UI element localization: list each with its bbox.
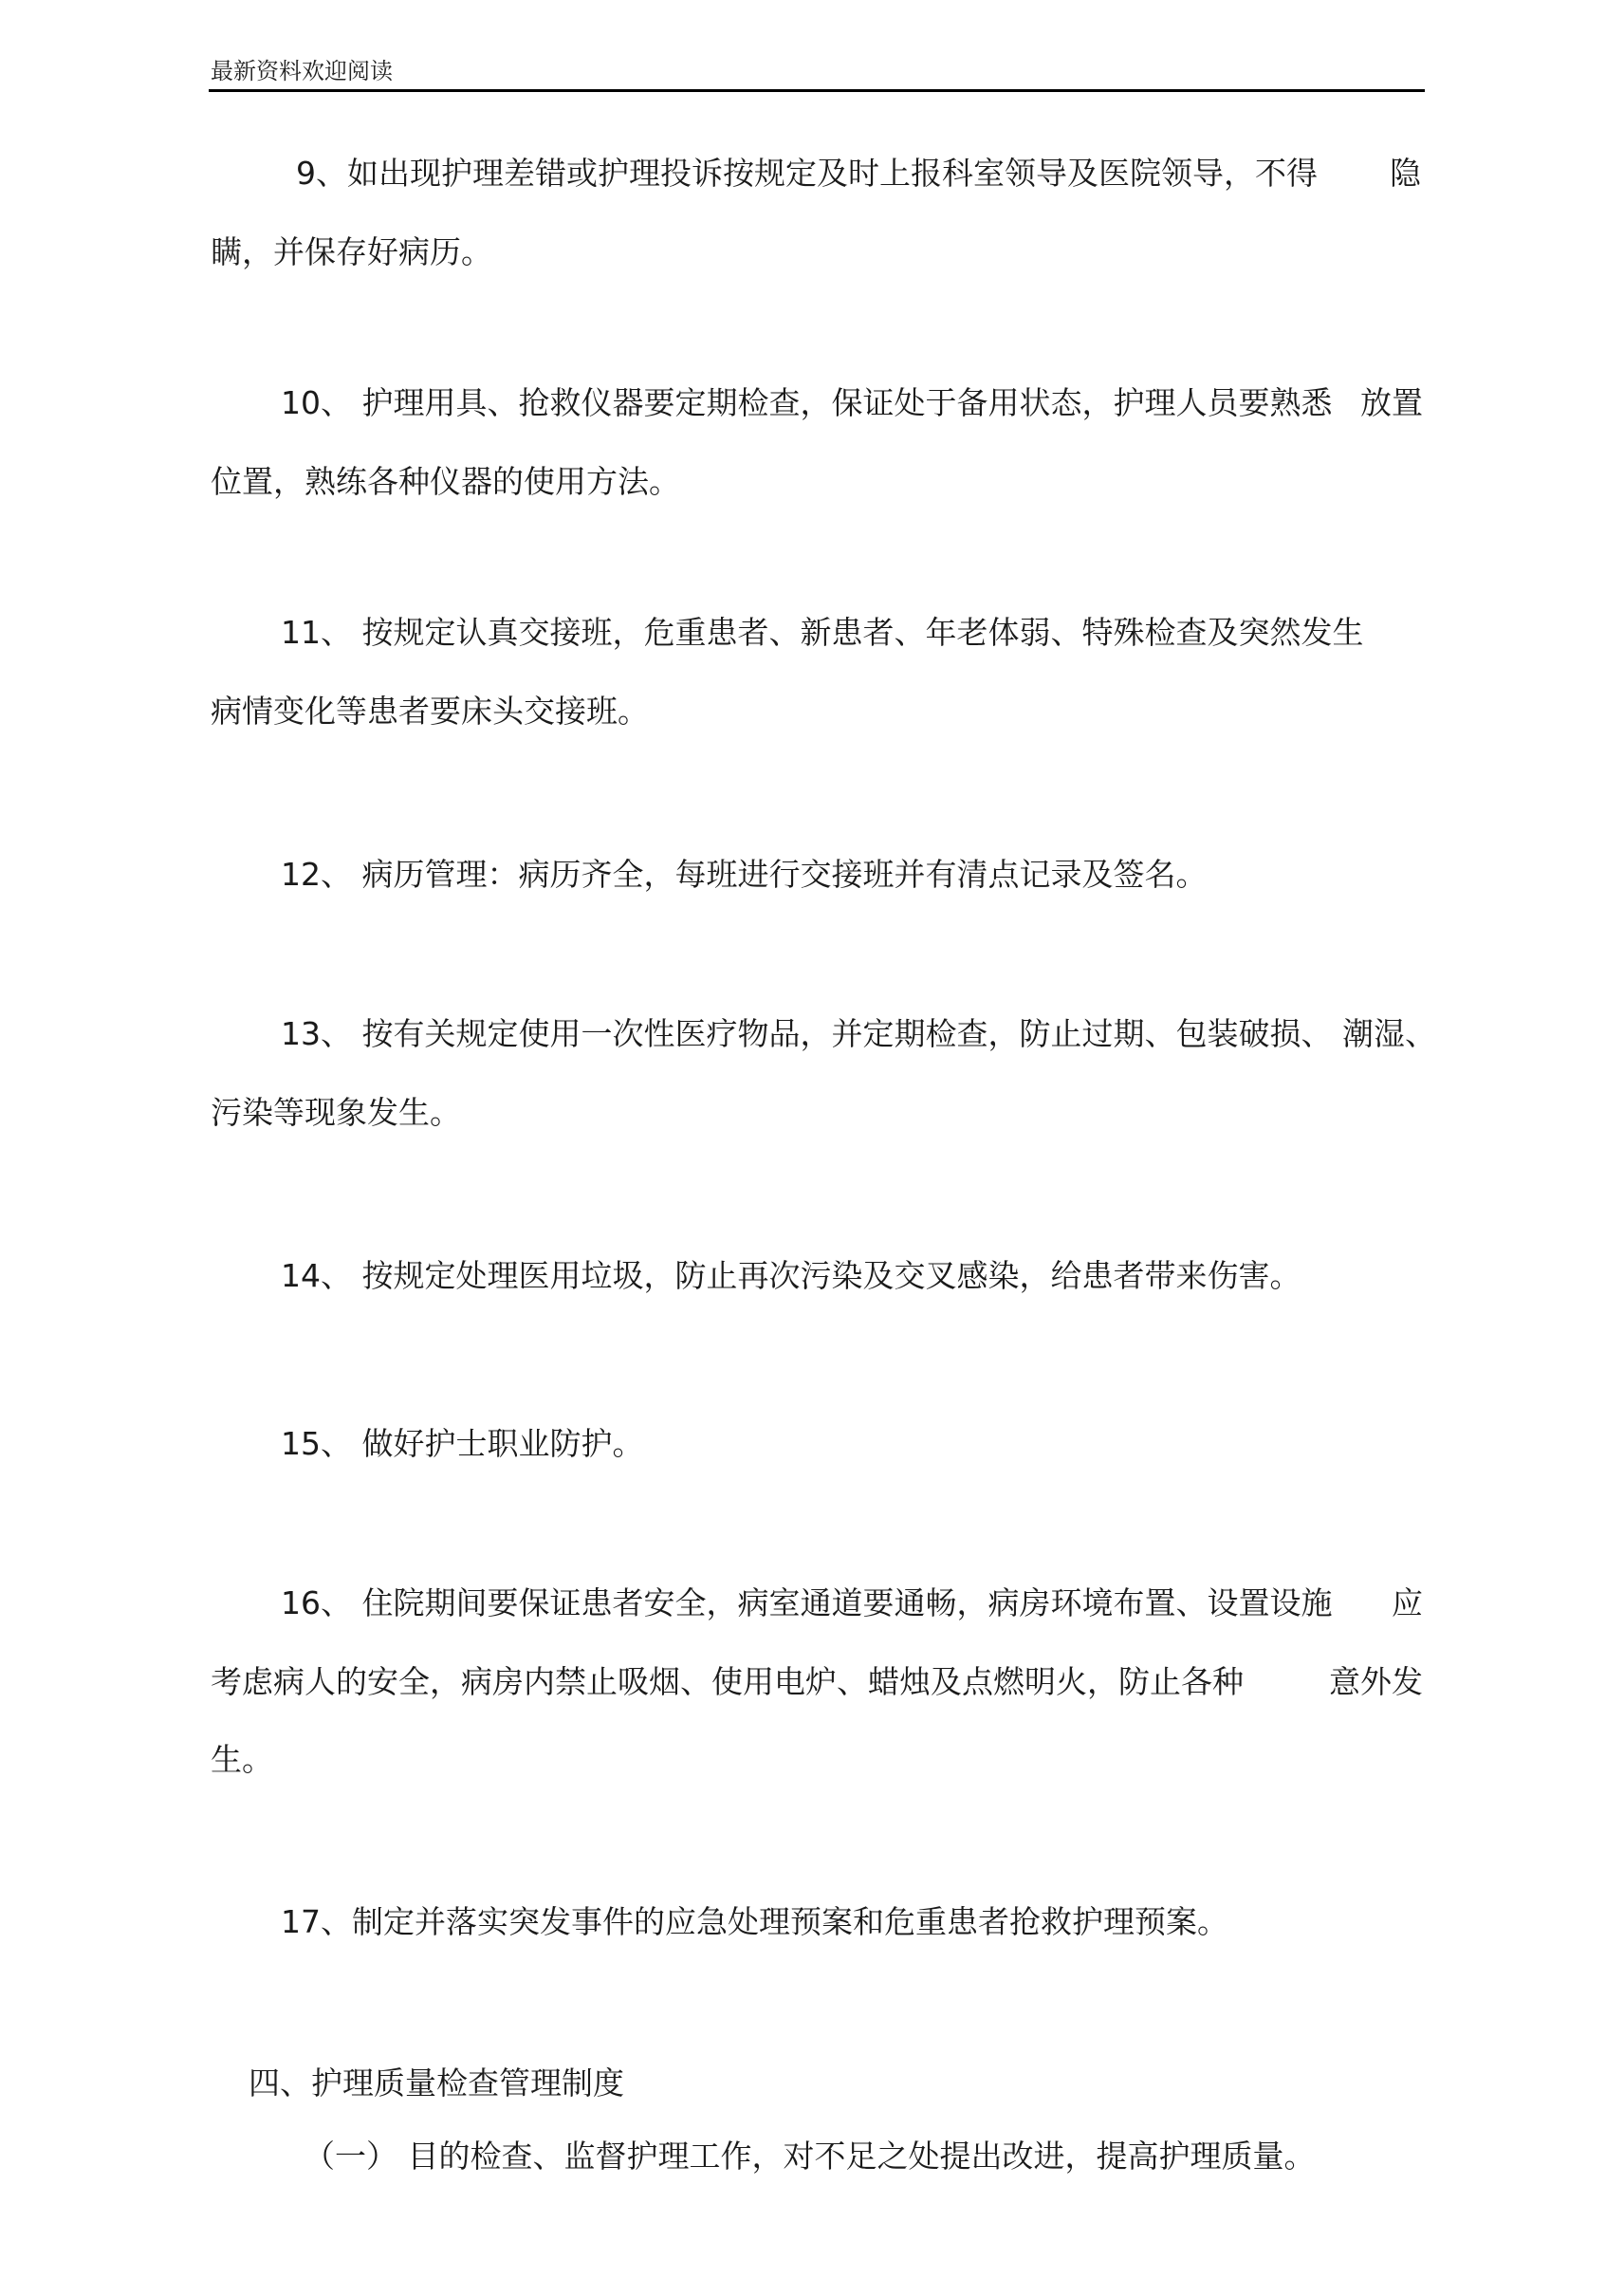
item-13-line-1: 13、 按有关规定使用一次性医疗物品，并定期检查，防止过期、包装破损、 潮湿、 (281, 1015, 1436, 1052)
item-10-line-1: 10、 护理用具、抢救仪器要定期检查，保证处于备用状态，护理人员要熟悉 放置 (281, 384, 1423, 421)
item-9-line-2: 瞒，并保存好病历。 (211, 233, 492, 270)
item-15-line-1: 15、 做好护士职业防护。 (281, 1425, 644, 1462)
item-16-line-1: 16、 住院期间要保证患者安全，病室通道要通畅，病房环境布置、设置设施 应 (281, 1584, 1423, 1621)
section-heading: 四、护理质量检查管理制度 (249, 2065, 624, 2102)
item-13-line-2: 污染等现象发生。 (211, 1094, 461, 1131)
item-12-line-1: 12、 病历管理：病历齐全，每班进行交接班并有清点记录及签名。 (281, 856, 1208, 893)
item-9-line-1: 9、如出现护理差错或护理投诉按规定及时上报科室领导及医院领导，不得 隐 (296, 155, 1421, 192)
item-11-line-1: 11、 按规定认真交接班，危重患者、新患者、年老体弱、特殊检查及突然发生 (281, 614, 1364, 651)
item-16-line-3: 生。 (211, 1741, 273, 1778)
item-17-line-1: 17、制定并落实突发事件的应急处理预案和危重患者抢救护理预案。 (281, 1903, 1228, 1940)
item-11-line-2: 病情变化等患者要床头交接班。 (211, 693, 649, 730)
section-sub-1: （一） 目的检查、监督护理工作，对不足之处提出改进，提高护理质量。 (304, 2138, 1316, 2175)
item-10-line-2: 位置，熟练各种仪器的使用方法。 (211, 463, 680, 500)
item-14-line-1: 14、 按规定处理医用垃圾，防止再次污染及交叉感染，给患者带来伤害。 (281, 1257, 1301, 1294)
item-16-line-2: 考虑病人的安全，病房内禁止吸烟、使用电炉、蜡烛及点燃明火，防止各种 意外发 (211, 1663, 1423, 1700)
header-divider (209, 89, 1425, 92)
header-text: 最新资料欢迎阅读 (211, 58, 393, 84)
